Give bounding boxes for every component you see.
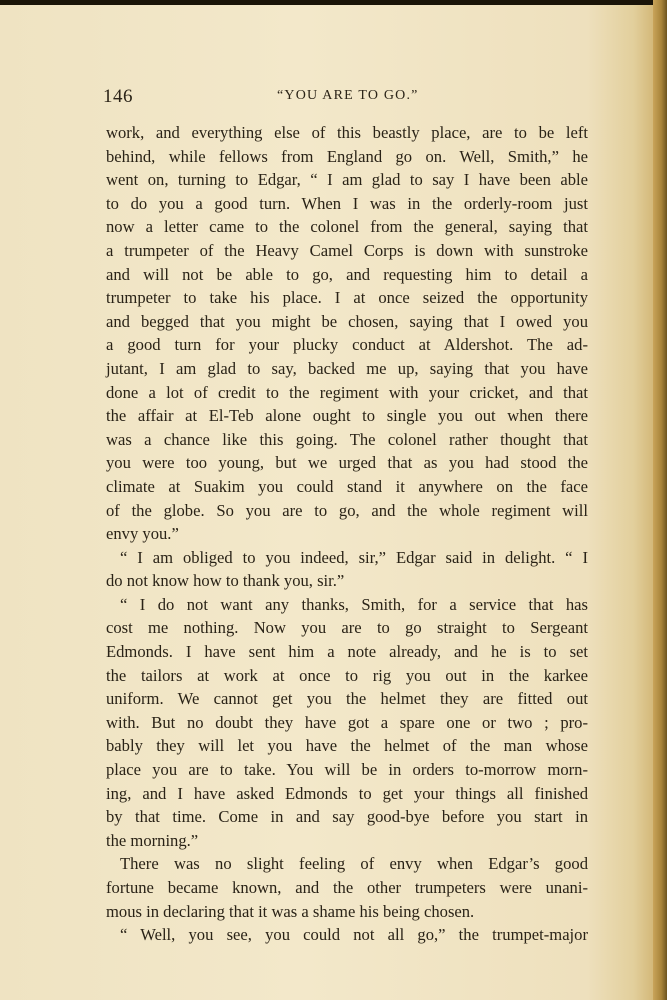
text-line: envy you.” — [106, 524, 179, 544]
text-line: Edmonds. I have sent him a note already, and he is to set — [106, 642, 588, 662]
text-line: the tailors at work at once to rig you out in the karkee — [106, 665, 588, 685]
page-header — [103, 86, 589, 112]
running-head: “YOU ARE TO GO.” — [277, 88, 419, 103]
text-line: to do you a good turn. When I was in the orderly-room just — [106, 193, 588, 213]
text-line: cost me nothing. Now you are to go straight to Sergeant — [106, 618, 588, 638]
page-top-edge — [0, 0, 667, 5]
text-line: “ I am obliged to you indeed, sir,” Edgar said in delight. “ I — [120, 547, 588, 567]
text-line: climate at Suakim you could stand it anywhere on the face — [106, 476, 588, 496]
text-line: uniform. We cannot get you the helmet they are fitted out — [106, 689, 588, 709]
text-line: mous in declaring that it was a shame his being chosen. — [106, 901, 475, 921]
text-line: with. But no doubt they have got a spare one or two ; pro- — [106, 712, 588, 732]
text-line: of the globe. So you are to go, and the whole regiment will — [106, 500, 588, 520]
text-line: place you are to take. You will be in orders to-morrow morn- — [106, 760, 588, 780]
page-number: 146 — [103, 86, 133, 107]
text-line: the morning.” — [106, 830, 199, 850]
text-line: done a lot of credit to the regiment with your cricket, and that — [106, 382, 588, 402]
text-line: behind, while fellows from England go on. Well, Smith,” he — [106, 146, 588, 166]
text-line: and begged that you might be chosen, saying that I owed you — [106, 311, 588, 331]
text-line: do not know how to thank you, sir.” — [106, 571, 345, 591]
body-text — [106, 121, 588, 947]
page-spine-edge — [653, 0, 667, 1000]
text-line: now a letter came to the colonel from the general, saying that — [106, 217, 588, 237]
text-line: and will not be able to go, and requesting him to detail a — [106, 264, 588, 284]
text-line: jutant, I am glad to say, backed me up, saying that you have — [106, 358, 588, 378]
text-line: the affair at El-Teb alone ought to single you out when there — [106, 406, 588, 426]
text-line: fortune became known, and the other trumpeters were unani- — [106, 878, 588, 897]
text-line: a trumpeter of the Heavy Camel Corps is down with sunstroke — [106, 240, 588, 260]
text-line: trumpeter to take his place. I at once seized the opportunity — [106, 288, 588, 308]
text-line: by that time. Come in and say good-bye before you start in — [106, 807, 588, 827]
text-line: went on, turning to Edgar, “ I am glad to say I have been able — [106, 170, 588, 190]
text-line: “ Well, you see, you could not all go,” the trumpet-major — [120, 925, 588, 945]
text-line: was a chance like this going. The colonel rather thought that — [106, 429, 588, 449]
text-line: work, and everything else of this beastly place, are to be left — [106, 123, 588, 142]
text-line: you were too young, but we urged that as you had stood the — [106, 453, 588, 473]
text-line: ing, and I have asked Edmonds to get your things all finished — [106, 783, 588, 803]
text-line: a good turn for your plucky conduct at Aldershot. The ad- — [106, 335, 588, 355]
text-line: There was no slight feeling of envy when Edgar’s good — [120, 854, 588, 874]
text-line: bably they will let you have the helmet of the man whose — [106, 736, 588, 756]
text-line: “ I do not want any thanks, Smith, for a service that has — [120, 594, 588, 614]
